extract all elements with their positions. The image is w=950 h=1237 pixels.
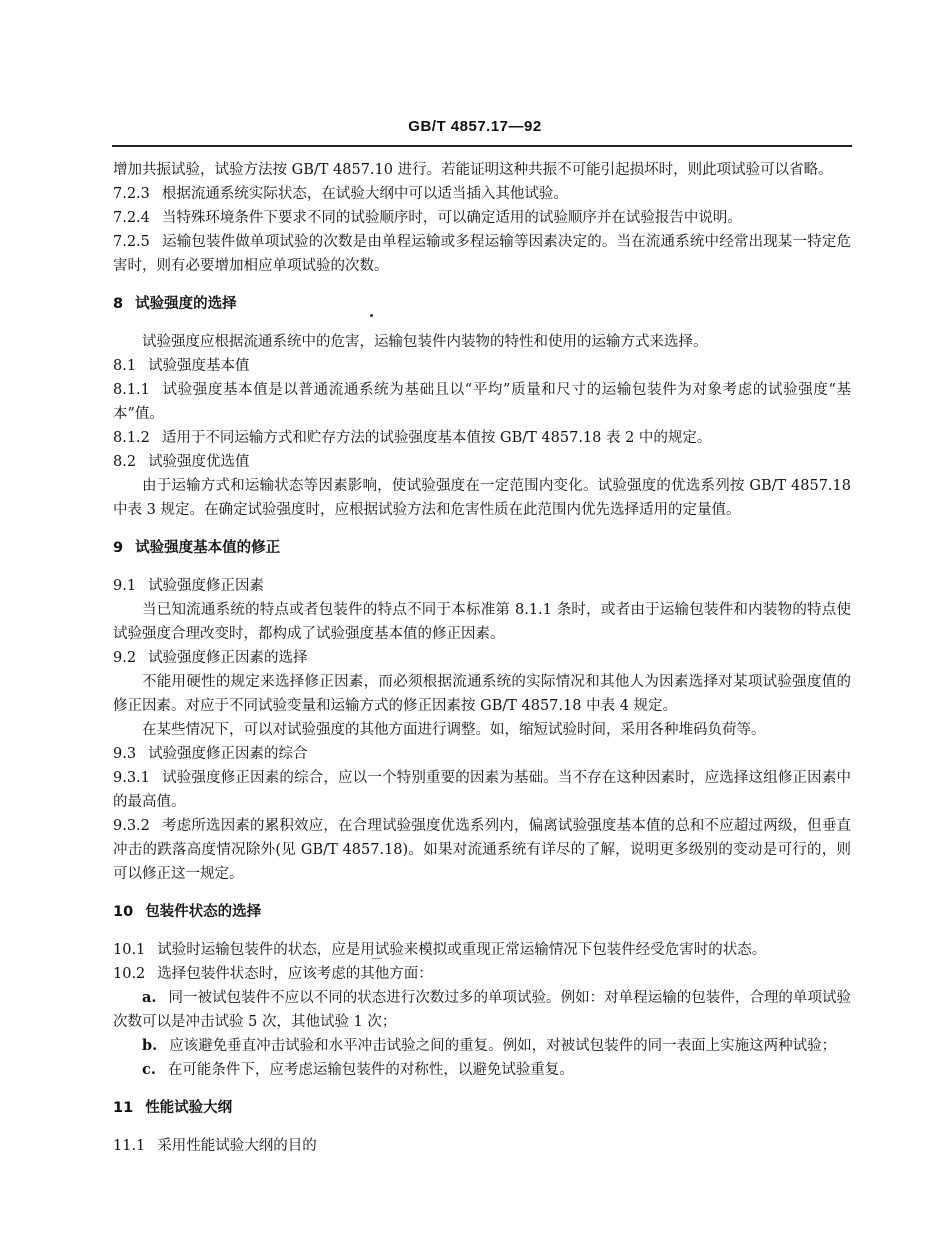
clause-text: 考虑所选因素的累积效应，在合理试验强度优选系列内，偏离试验强度基本值的总和不应超过两级，但垂直冲击的跌落高度情况除外(见 GB/T 4857.18)。如果对流通系统有详尽的了解，说明更多级别的变动是可行的，则可以修正这一规定。 — [113, 818, 851, 882]
clause-9-2 — [113, 646, 851, 670]
clause-number: 7.2.3 — [113, 186, 150, 202]
clause-text: 试验时运输包装件的状态，应是用试验来模拟或重现正常运输情况下包装件经受危害时的状态。 — [157, 942, 767, 958]
clause-text: 试验强度基本值 — [148, 358, 250, 374]
section-heading-10 — [113, 900, 851, 924]
clause-number: 9.3 — [113, 746, 137, 762]
clause-8-1-1 — [113, 378, 851, 426]
clause-text: 试验强度基本值是以普通流通系统为基础且以“平均”质量和尺寸的运输包装件为对象考虑的试验强度“基本”值。 — [113, 382, 851, 422]
section-title: 包装件状态的选择 — [145, 904, 262, 920]
paragraph-text: 试验强度应根据流通系统中的危害，运输包装件内装物的特性和使用的运输方式来选择。 — [142, 334, 708, 350]
section-heading-9 — [113, 536, 851, 560]
list-item-a — [113, 986, 851, 1034]
page-header: GB/T 4857.17—92 — [408, 118, 542, 135]
clause-7-2-5 — [113, 230, 851, 278]
paragraph-continued — [113, 158, 851, 182]
clause-9-1 — [113, 574, 851, 598]
paragraph — [113, 598, 851, 646]
clause-text: 当特殊环境条件下要求不同的试验顺序时，可以确定适用的试验顺序并在试验报告中说明。 — [161, 210, 742, 226]
paragraph-text: 由于运输方式和运输状态等因素影响，使试验强度在一定范围内变化。试验强度的优选系列按 GB/T 4857.18 中表 3 规定。在确定试验强度时，应根据试验方法和危害性质在此范围内优先选择适用的定量值。 — [113, 478, 851, 518]
list-text: 同一被试包装件不应以不同的状态进行次数过多的单项试验。例如：对单程运输的包装件，合理的单项试验次数可以是冲击试验 5 次，其他试验 1 次； — [113, 990, 851, 1030]
section-number: 8 — [113, 296, 124, 312]
header-rule — [112, 145, 852, 147]
clause-number: 8.1 — [113, 358, 137, 374]
clause-number: 8.2 — [113, 454, 137, 470]
section-title: 性能试验大纲 — [145, 1100, 233, 1116]
paragraph-text: 当已知流通系统的特点或者包装件的特点不同于本标准第 8.1.1 条时，或者由于运输包装件和内装物的特点使试验强度合理改变时，都构成了试验强度基本值的修正因素。 — [113, 602, 851, 642]
section-number: 10 — [113, 904, 134, 920]
clause-10-2 — [113, 962, 851, 986]
list-item-c — [113, 1058, 851, 1082]
clause-text: 根据流通系统实际状态，在试验大纲中可以适当插入其他试验。 — [161, 186, 568, 202]
clause-7-2-4 — [113, 206, 851, 230]
paragraph — [113, 670, 851, 718]
clause-number: 11.1 — [113, 1138, 146, 1154]
clause-8-2 — [113, 450, 851, 474]
clause-number: 10.1 — [113, 942, 146, 958]
section-title: 试验强度基本值的修正 — [135, 540, 281, 556]
list-text: 在可能条件下，应考虑运输包装件的对称性，以避免试验重复。 — [167, 1062, 574, 1078]
clause-9-3 — [113, 742, 851, 766]
clause-text: 试验强度修正因素的选择 — [148, 650, 308, 666]
list-marker: b. — [142, 1037, 158, 1054]
section-title: 试验强度的选择 — [135, 296, 237, 312]
section-heading-8 — [113, 292, 851, 316]
clause-number: 7.2.4 — [113, 210, 150, 226]
clause-8-1 — [113, 354, 851, 378]
clause-number: 9.3.1 — [113, 770, 150, 786]
list-item-b — [113, 1034, 851, 1058]
list-text: 应该避免垂直冲击试验和水平冲击试验之间的重复。例如，对被试包装件的同一表面上实施这两种试验； — [169, 1038, 837, 1054]
clause-9-3-2 — [113, 814, 851, 886]
paragraph-text: 增加共振试验，试验方法按 GB/T 4857.10 进行。若能证明这种共振不可能引起损坏时，则此项试验可以省略。 — [113, 162, 833, 178]
clause-text: 采用性能试验大纲的目的 — [157, 1138, 317, 1154]
paragraph-text: 不能用硬性的规定来选择修正因素，而必须根据流通系统的实际情况和其他人为因素选择对某项试验强度值的修正因素。对应于不同试验变量和运输方式的修正因素按 GB/T 4857.18 中表 4 规定。 — [113, 674, 851, 714]
clause-text: 适用于不同运输方式和贮存方法的试验强度基本值按 GB/T 4857.18 表 2 中的规定。 — [161, 430, 712, 446]
clause-number: 8.1.1 — [113, 382, 150, 398]
paragraph-text: 在某些情况下，可以对试验强度的其他方面进行调整。如，缩短试验时间，采用各种堆码负荷等。 — [142, 722, 766, 738]
clause-11-1 — [113, 1134, 851, 1158]
document-body — [113, 158, 851, 1158]
clause-text: 试验强度优选值 — [148, 454, 250, 470]
list-marker: a. — [142, 989, 157, 1006]
clause-text: 试验强度修正因素 — [148, 578, 265, 594]
clause-number: 9.1 — [113, 578, 137, 594]
clause-number: 9.2 — [113, 650, 137, 666]
section-number: 9 — [113, 540, 124, 556]
clause-9-3-1 — [113, 766, 851, 814]
clause-text: 选择包装件状态时，应该考虑的其他方面： — [157, 966, 433, 982]
paragraph — [113, 330, 851, 354]
list-marker: c. — [142, 1061, 156, 1078]
clause-number: 9.3.2 — [113, 818, 150, 834]
clause-number: 7.2.5 — [113, 234, 150, 250]
section-number: 11 — [113, 1100, 134, 1116]
clause-text: 运输包装件做单项试验的次数是由单程运输或多程运输等因素决定的。当在流通系统中经常出现某一特定危害时，则有必要增加相应单项试验的次数。 — [113, 234, 851, 274]
clause-7-2-3 — [113, 182, 851, 206]
clause-number: 8.1.2 — [113, 430, 150, 446]
clause-text: 试验强度修正因素的综合，应以一个特别重要的因素为基础。当不存在这种因素时，应选择这组修正因素中的最高值。 — [113, 770, 851, 810]
paragraph — [113, 474, 851, 522]
clause-8-1-2 — [113, 426, 851, 450]
clause-10-1 — [113, 938, 851, 962]
paragraph — [113, 718, 851, 742]
clause-text: 试验强度修正因素的综合 — [148, 746, 308, 762]
clause-number: 10.2 — [113, 966, 146, 982]
section-heading-11 — [113, 1096, 851, 1120]
